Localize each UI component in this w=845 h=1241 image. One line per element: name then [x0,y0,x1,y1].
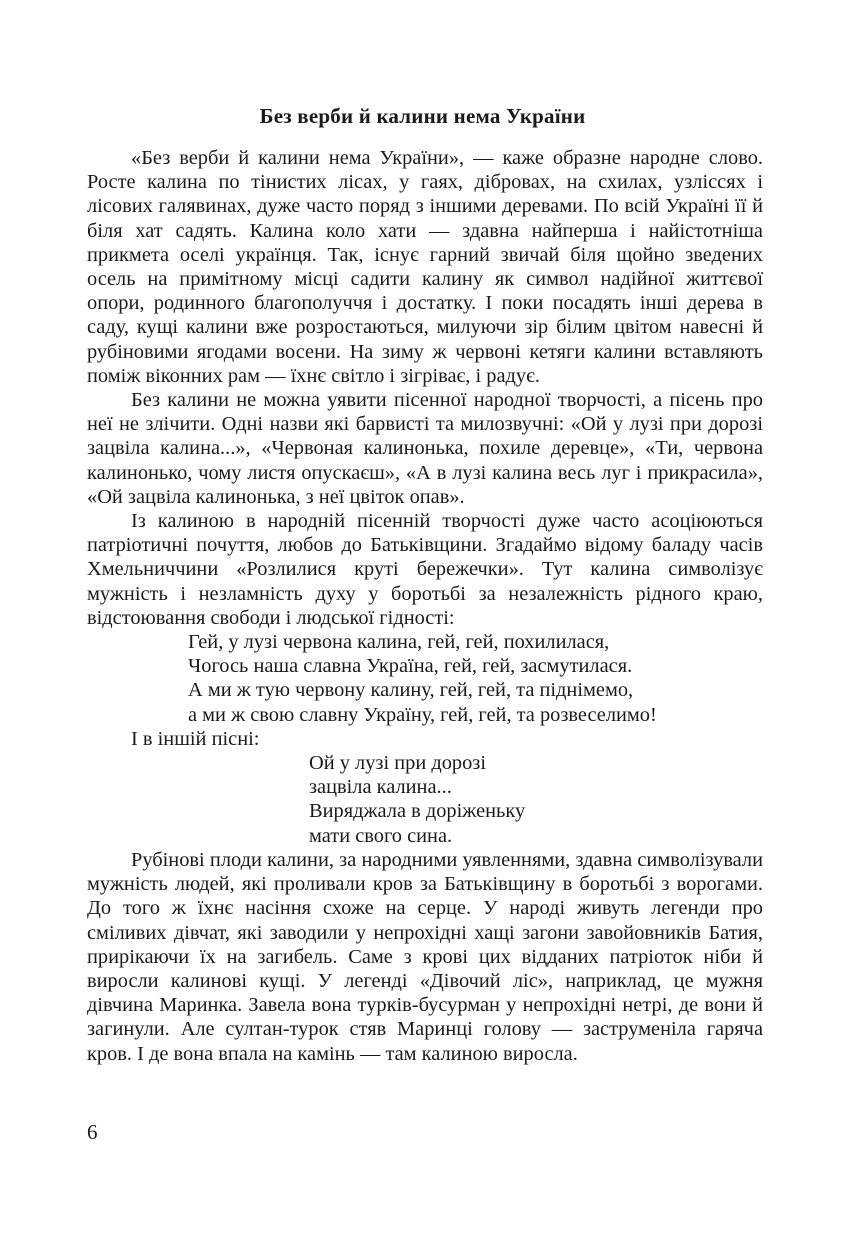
paragraph-songs: Без калини не можна уявити пісенної народної творчості, а пісень про неї не злічити. Одні назви які барвисті та милозвучні: «Ой у лузі при дорозі зацвіла калина...», «Червоная калинонька, похиле деревце», «Ти, червона калинонько, чому листя опускаєш», «А в лузі калина весь луг і прикрасила», «Ой зацвіла калинонька, з неї цвіток опав». [87,389,763,508]
paragraph-legends: Рубінові плоди калини, за народними уявленнями, здавна символізували мужність людей, які проливали кров за Батьківщину в боротьбі з ворогами. До того ж їхнє насіння схоже на серце. У народі живуть легенди про сміливих дівчат, які заводили у непрохідні хащі загони завойовників Батия, прирікаючи їх на загибель. Саме з крові цих відданих патріоток ніби й виросли калинові кущі. У легенді «Дівочий ліс», наприклад, це мужня дівчина Маринка. Завела вона турків-бусурман у непрохідні нетрі, де вони й загинули. Але султан-турок стяв Маринці голову — заструменіла гаряча кров. І де вона впала на камінь — там калиною виросла. [87,848,763,1065]
poem-chervona-kalyna [87,630,763,727]
poem-line: Гей, у лузі червона калина, гей, гей, похилилася, [188,631,610,654]
article-body [87,146,763,1066]
poem-line: Виряджала в доріженьку [309,800,526,823]
poem-line: Ой у лузі при дорозі [309,752,487,775]
poem-oi-u-luzi [87,751,763,848]
paragraph-intro: «Без верби й калини нема України», — каже образне народне слово. Росте калина по тінистих лісах, у гаях, дібровах, на схилах, узліссях і лісових галявинах, дуже часто поряд з іншими деревами. По всій Україні її й біля хат садять. Калина коло хати — здавна найперша і найістотніша прикмета оселі українця. Так, існує гарний звичай біля щойно зведених осель на примітному місці садити калину як символ надійної життєвої опори, родинного благополуччя і достатку. І поки посадять інші дерева в саду, кущі калини вже розростаються, милуючи зір білим цвітом навесні й рубіновими ягодами восени. На зиму ж червоні кетяги калини вставляють поміж віконних рам — їхнє світло і зігріває, і радує. [87,147,763,387]
page-number: 6 [87,1120,98,1144]
poem-line: а ми ж свою славну Україну, гей, гей, та розвеселимо! [188,703,657,726]
paragraph-patriotism: Із калиною в народній пісенній творчості дуже часто асоціюються патріотичні почуття, любов до Батьківщини. Згадаймо відому баладу часів Хмельниччини «Розлилися круті бережечки». Тут калина символізує мужність і незламність духу у боротьбі за незалежність рідного краю, відстоювання свободи і людської гідності: [87,510,763,629]
poem-line: А ми ж тую червону калину, гей, гей, та піднімемо, [188,679,634,702]
poem-line: Чогось наша славна Україна, гей, гей, засмутилася. [188,655,633,678]
poem-line: мати свого сина. [309,824,453,847]
page-title: Без верби й калини нема України [259,104,586,128]
poem-line: зацвіла калина... [309,776,452,799]
paragraph-another-song: І в іншій пісні: [131,727,260,750]
